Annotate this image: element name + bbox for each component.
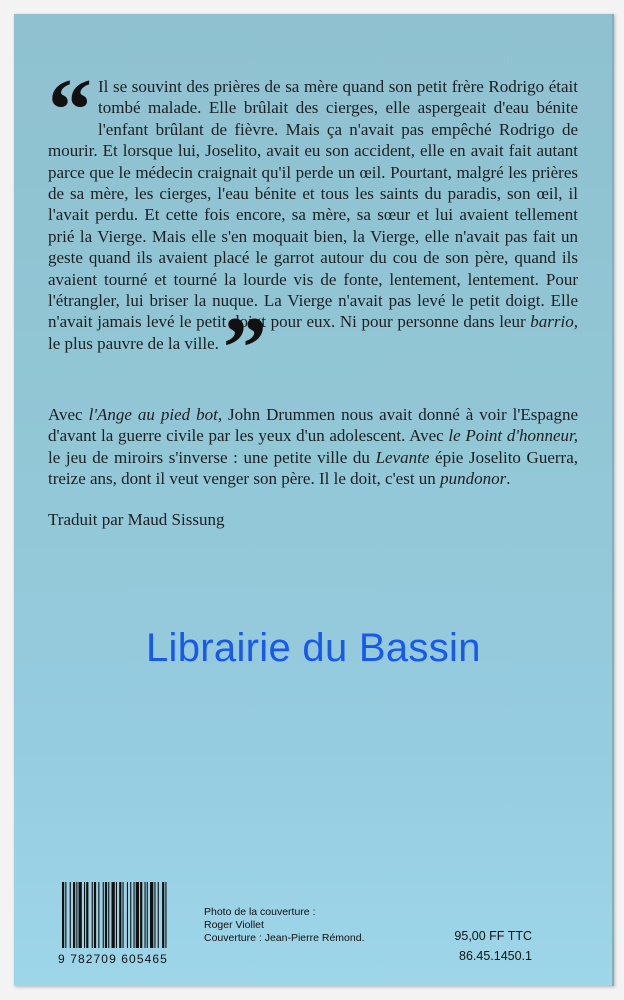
quote-text-part2: le plus pauvre de la ville. (48, 333, 219, 353)
intro-pundonor: pundonor (440, 469, 507, 489)
intro-text: . (506, 469, 511, 489)
credit-cover-design: Couverture : Jean-Pierre Rémond. (204, 932, 365, 944)
cover-credits (204, 906, 365, 945)
intro-text: épie Joselito Guerra, treize ans, dont il veut venger son père. Il le doit, c'est un (48, 447, 578, 489)
quote-passage (48, 62, 578, 397)
price: 95,00 FF TTC (454, 929, 532, 943)
catalog-code: 86.45.1450.1 (459, 949, 532, 963)
intro-paragraph (48, 404, 578, 490)
quote-italic-word: barrio, (530, 312, 578, 332)
barcode-bars (60, 882, 200, 948)
closing-quote-mark: ” (222, 299, 267, 397)
intro-title-point: le Point d'honneur, (448, 426, 578, 446)
intro-levante: Levante (375, 447, 430, 467)
translator-credit: Traduit par Maud Sissung (48, 510, 225, 529)
credit-photo-name: Roger Viollet (204, 919, 264, 931)
bookshop-watermark: Librairie du Bassin (146, 626, 481, 670)
credit-photo-label: Photo de la couverture : (204, 906, 316, 918)
intro-text: le jeu de miroirs s'inverse : une petite ville du (48, 447, 376, 467)
book-back-cover (14, 14, 614, 986)
isbn-barcode (60, 882, 200, 968)
intro-text: John Drummen nous avait donné à voir l'Espagne d'avant la guerre civile par les yeux d'un adolescent. Avec (48, 405, 578, 446)
opening-quote-mark: “ (48, 62, 92, 159)
intro-title-ange: l'Ange au pied bot, (88, 405, 223, 424)
barcode-digits: 9 782709 605465 (58, 952, 168, 966)
price-block (454, 926, 532, 966)
quote-text-part1: Il se souvint des prières de sa mère quand son petit frère Rodrigo était tombé malade. Elle brûlait des cierges, elle aspergeait d'eau bénite l'enfant brûlant de fièvre. Mais ça n'avait pas empêché Rodrigo de mourir. Et lorsque lui, Joselito, avait eu son accident, elle en avait fait autant parce que le médecin craignait qu'il perde un œil. Pourtant, malgré les prières de sa mère, les cierges, l'eau bénite et tous les saints du paradis, son œil, il l'avait perdu. Et cette fois encore, sa mère, sa sœur et lui avaient tellement prié la Vierge. Mais elle s'en moquait bien, la Vierge, elle n'avait pas fait un geste quand ils avaient placé le garrot autour du cou de son père, quand ils avaient tourné et tourné la lourde vis de fonte, lentement, lentement. Pour l'étrangler, lui briser la nuque. La Vierge n'avait pas levé le petit doigt. Elle n'avait jamais levé le petit doigt pour eux. Ni pour personne dans leur (48, 77, 578, 332)
intro-text: Avec (48, 405, 89, 424)
